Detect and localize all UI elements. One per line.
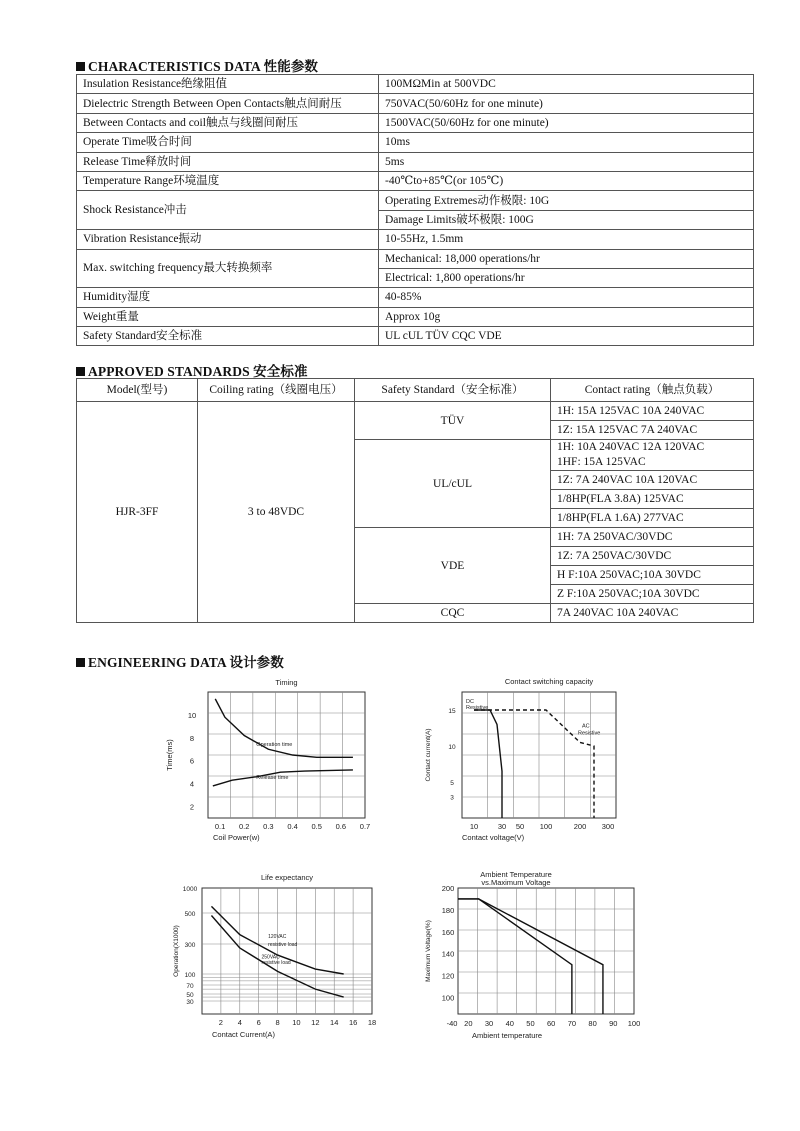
characteristic-value: Approx 10g <box>379 307 754 326</box>
characteristics-row <box>77 133 754 152</box>
y-tick-label: 100 <box>441 993 455 1003</box>
x-tick-label: 18 <box>367 1018 377 1027</box>
y-tick-label: 8 <box>189 733 195 743</box>
characteristics-row <box>77 75 754 94</box>
approved-standards-table <box>76 378 754 623</box>
x-tick-label: 20 <box>464 1019 473 1028</box>
characteristic-value: Operating Extremes动作极限: 10G <box>379 191 754 210</box>
model-cell: HJR-3FF <box>77 402 198 623</box>
y-tick-label: 160 <box>441 927 455 937</box>
series-line-0 <box>458 899 572 1014</box>
x-tick-label: 70 <box>567 1019 577 1028</box>
y-tick-label: 1000 <box>182 886 198 893</box>
square-bullet-icon <box>76 658 85 667</box>
series-line-0 <box>474 710 502 818</box>
chart-title: Contact switching capacity <box>504 677 594 686</box>
characteristic-value: 100MΩMin at 500VDC <box>379 75 754 94</box>
header-model: Model(型号) <box>77 379 198 402</box>
coil-rating-cell: 3 to 48VDC <box>198 402 355 623</box>
series-line-1 <box>474 710 594 818</box>
contact-rating-cell: H F:10A 250VAC;10A 30VDC <box>551 566 754 585</box>
annotation-label: 250VAC <box>261 954 280 961</box>
x-axis-label: Contact voltage(V) <box>462 833 525 842</box>
characteristic-value: 5ms <box>379 152 754 171</box>
y-tick-label: 3 <box>450 794 454 802</box>
characteristic-label: Safety Standard安全标准 <box>77 327 379 346</box>
y-tick-label: 300 <box>184 942 196 949</box>
characteristic-value: 10ms <box>379 133 754 152</box>
y-tick-label: 30 <box>186 999 194 1006</box>
header-contact-rating: Contact rating（触点负载） <box>551 379 754 402</box>
characteristic-label: Operate Time吸合时间 <box>77 133 379 152</box>
characteristic-label: Release Time释放时间 <box>77 152 379 171</box>
engineering-title-text: ENGINEERING DATA 设计参数 <box>88 655 284 670</box>
x-tick-label: 2 <box>218 1018 223 1027</box>
x-tick-label: 16 <box>348 1018 358 1027</box>
x-tick-label: 14 <box>330 1018 339 1027</box>
x-tick-label: 6 <box>256 1018 261 1027</box>
contact-rating-cell: 1Z: 7A 250VAC/30VDC <box>551 547 754 566</box>
characteristics-row <box>77 249 754 268</box>
x-tick-label: 100 <box>539 822 553 831</box>
characteristics-title-text: CHARACTERISTICS DATA 性能参数 <box>88 59 319 74</box>
series-label: Release time <box>256 775 289 782</box>
characteristic-label: Max. switching frequency最大转换频率 <box>77 249 379 288</box>
contact-rating-cell: Z F:10A 250VAC;10A 30VDC <box>551 585 754 604</box>
contact-rating-cell: 1H: 15A 125VAC 10A 240VAC <box>551 402 754 421</box>
characteristic-label: Between Contacts and coil触点与线圈间耐压 <box>77 113 379 132</box>
square-bullet-icon <box>76 367 85 376</box>
series-label: Operation time <box>256 741 293 748</box>
y-tick-label: 4 <box>189 779 195 789</box>
y-tick-label: 120 <box>441 971 455 981</box>
y-tick-label: 2 <box>189 802 195 812</box>
safety-standard-cell: UL/cUL <box>355 440 551 528</box>
x-axis-label: Coil Power(w) <box>213 833 260 842</box>
characteristic-label: Humidity湿度 <box>77 288 379 307</box>
characteristic-label: Dielectric Strength Between Open Contacts触点间耐压 <box>77 94 379 113</box>
x-tick-label: 200 <box>573 822 587 831</box>
header-coil: Coiling rating（线圈电压） <box>198 379 355 402</box>
series-line-0 <box>215 699 353 757</box>
x-tick-label: 300 <box>601 822 615 831</box>
characteristic-value: -40℃to+85℃(or 105℃) <box>379 171 754 190</box>
characteristics-row <box>77 191 754 210</box>
x-tick-label: 0.6 <box>335 822 347 831</box>
characteristics-row <box>77 113 754 132</box>
annotation-label: resistive load <box>261 959 291 966</box>
approved-standards-title <box>76 360 308 380</box>
characteristic-label: Vibration Resistance振动 <box>77 230 379 249</box>
y-tick-label: 140 <box>441 949 455 959</box>
annotation-label: resistive load <box>268 941 298 948</box>
characteristics-row <box>77 152 754 171</box>
characteristics-title <box>76 55 318 75</box>
characteristic-value: 750VAC(50/60Hz for one minute) <box>379 94 754 113</box>
y-tick-label: 100 <box>184 972 196 979</box>
series-label: AC <box>582 723 590 730</box>
characteristic-value: UL cUL TÜV CQC VDE <box>379 327 754 346</box>
characteristics-row <box>77 327 754 346</box>
characteristic-label: Insulation Resistance绝缘阻值 <box>77 75 379 94</box>
contact-rating-cell: 1H: 7A 250VAC/30VDC <box>551 528 754 547</box>
y-tick-label: 500 <box>184 911 196 918</box>
characteristic-value: Electrical: 1,800 operations/hr <box>379 268 754 287</box>
x-tick-label: 10 <box>292 1018 301 1027</box>
x-tick-label: 30 <box>484 1019 494 1028</box>
contact-switching-capacity-chart <box>418 674 643 846</box>
contact-rating-cell: 1/8HP(FLA 1.6A) 277VAC <box>551 509 754 528</box>
characteristic-value: Damage Limits破坏极限: 100G <box>379 210 754 229</box>
y-tick-label: 6 <box>189 756 195 766</box>
plot-frame <box>202 888 372 1014</box>
characteristics-table <box>76 74 754 346</box>
contact-rating-cell: 1H: 10A 240VAC 12A 120VAC 1HF: 15A 125VAC <box>551 440 754 471</box>
standards-header-row <box>77 379 754 402</box>
x-tick-label: 50 <box>515 822 525 831</box>
characteristic-value: Mechanical: 18,000 operations/hr <box>379 249 754 268</box>
chart-title: Life expectancy <box>260 873 314 882</box>
characteristic-label: Temperature Range环境温度 <box>77 171 379 190</box>
safety-standard-cell: CQC <box>355 604 551 623</box>
annotation-label: 120VAC <box>268 934 287 941</box>
y-tick-label: 5 <box>450 780 454 787</box>
characteristic-label: Shock Resistance冲击 <box>77 191 379 230</box>
y-tick-label: 70 <box>186 983 194 990</box>
y-axis-label: Operation(X1000) <box>173 925 180 977</box>
x-tick-label: 60 <box>547 1019 556 1028</box>
x-tick-label: 0.4 <box>287 822 298 831</box>
life-expectancy-chart <box>168 870 390 1042</box>
characteristics-row <box>77 288 754 307</box>
y-tick-label: 180 <box>441 905 455 915</box>
y-axis-label: Maximum Voltage(%) <box>425 920 432 982</box>
x-tick-label: 0.3 <box>263 822 274 831</box>
chart-title: vs.Maximum Voltage <box>481 878 551 887</box>
header-safety-standard: Safety Standard（安全标准） <box>355 379 551 402</box>
characteristics-row <box>77 230 754 249</box>
x-tick-label: 0.5 <box>311 822 322 831</box>
standards-row <box>77 402 754 421</box>
series-label: Resistive <box>466 705 489 711</box>
x-tick-label: 8 <box>275 1018 280 1027</box>
x-axis-label: Contact Current(A) <box>212 1030 275 1039</box>
contact-rating-cell: 1Z: 7A 240VAC 10A 120VAC <box>551 471 754 490</box>
x-tick-label: 40 <box>505 1019 514 1028</box>
series-line-1 <box>458 899 603 1014</box>
x-axis-label: Ambient temperature <box>472 1031 543 1040</box>
square-bullet-icon <box>76 62 85 71</box>
x-tick-label: 50 <box>526 1019 535 1028</box>
x-tick-label: 30 <box>497 822 507 831</box>
characteristic-label: Weight重量 <box>77 307 379 326</box>
contact-rating-cell: 7A 240VAC 10A 240VAC <box>551 604 754 623</box>
y-axis-label: Time(ms) <box>165 739 174 771</box>
contact-rating-cell: 1Z: 15A 125VAC 7A 240VAC <box>551 421 754 440</box>
x-tick-label: 0.2 <box>239 822 250 831</box>
y-axis-label: Contact current(A) <box>425 728 432 782</box>
y-tick-label: 10 <box>187 710 197 720</box>
y-tick-label: 15 <box>448 708 456 715</box>
x-tick-label: 0.1 <box>214 822 226 831</box>
characteristic-value: 40-85% <box>379 288 754 307</box>
y-tick-label: 50 <box>186 992 194 999</box>
characteristic-value: 1500VAC(50/60Hz for one minute) <box>379 113 754 132</box>
x-tick-label: 12 <box>311 1018 320 1027</box>
x-tick-label: 4 <box>237 1018 242 1027</box>
approved-standards-title-text: APPROVED STANDARDS 安全标准 <box>88 364 308 379</box>
characteristics-row <box>77 171 754 190</box>
series-label: Resistive <box>578 730 601 737</box>
characteristics-row <box>77 307 754 326</box>
chart-title: Ambient Temperature <box>480 870 552 879</box>
x-tick-label: 80 <box>588 1019 597 1028</box>
series-label: DC <box>466 699 474 705</box>
x-tick-label: -40 <box>446 1019 458 1028</box>
characteristic-value: 10-55Hz, 1.5mm <box>379 230 754 249</box>
safety-standard-cell: TÜV <box>355 402 551 440</box>
x-tick-label: 10 <box>469 822 479 831</box>
x-tick-label: 0.7 <box>359 822 371 831</box>
contact-rating-cell: 1/8HP(FLA 3.8A) 125VAC <box>551 490 754 509</box>
chart-title: Timing <box>275 678 298 687</box>
x-tick-label: 100 <box>627 1019 641 1028</box>
y-tick-label: 200 <box>441 884 455 893</box>
y-tick-label: 10 <box>448 744 456 751</box>
timing-chart <box>160 674 390 846</box>
engineering-title <box>76 651 284 671</box>
safety-standard-cell: VDE <box>355 528 551 604</box>
characteristics-row <box>77 94 754 113</box>
ambient-temperature-chart <box>418 868 643 1042</box>
x-tick-label: 90 <box>609 1019 618 1028</box>
